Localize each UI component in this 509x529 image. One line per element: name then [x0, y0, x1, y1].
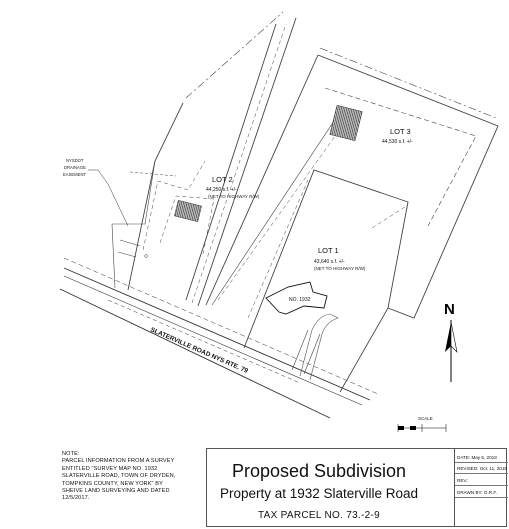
- date-field: DATE: May 5, 2018: [455, 453, 508, 463]
- rev-field: REV.:: [455, 476, 508, 486]
- note-line-4: TOMPKINS COUNTY, NEW YORK" BY: [62, 480, 163, 487]
- note-line-2: ENTITLED "SURVEY MAP NO. 1932: [62, 465, 158, 472]
- lot-2-area: 44,250 s.f. +/-: [206, 187, 237, 193]
- road-lines: [60, 258, 378, 418]
- house-label: NO. 1932: [289, 297, 311, 303]
- easement-label-3: EASEMENT: [63, 172, 87, 177]
- title-meta: [454, 449, 508, 526]
- north-arrow: [444, 301, 457, 382]
- lot-2-name: LOT 2: [212, 175, 233, 184]
- north-label: N: [444, 301, 455, 318]
- note-line-1: PARCEL INFORMATION FROM A SURVEY: [62, 458, 175, 465]
- survey-note: [62, 451, 210, 503]
- scale-bar: [398, 416, 446, 432]
- note-line-3: SLATERVILLE ROAD, TOWN OF DRYDEN,: [62, 473, 176, 480]
- note-line-5: SHEIVE LAND SURVEYING AND DATED: [62, 488, 170, 495]
- lot-1-area: 43,640 s.f. +/-: [314, 259, 345, 265]
- road-label: SLATERVILLE ROAD NYS RTE. 79: [149, 326, 249, 375]
- drainage-marks: [118, 240, 147, 257]
- lot-1-name: LOT 1: [318, 246, 339, 255]
- title-main: [207, 455, 431, 527]
- drawing-title: Proposed Subdivision: [231, 461, 407, 481]
- drawing-subtitle: Property at 1932 Slaterville Road: [219, 486, 419, 501]
- tax-parcel: TAX PARCEL NO. 73.-2-9: [257, 510, 380, 521]
- easement-label-2: DRAINAGE: [64, 165, 86, 170]
- note-line-6: 12/5/2017.: [62, 495, 90, 502]
- note-heading: NOTE:: [62, 451, 80, 457]
- lot-2-note: (NET TO HIGHWAY R/W): [208, 194, 260, 199]
- lot-3-building-area: [330, 105, 362, 140]
- title-block: [206, 448, 507, 527]
- easement-leader: [88, 170, 128, 226]
- lot-3-area: 44,530 s.f. +/-: [382, 139, 413, 145]
- revised-field: REVISED: Oct. 11, 2018: [455, 464, 508, 474]
- scale-label: SCALE: [418, 416, 433, 421]
- lot-3-boundary: [318, 48, 498, 318]
- easement-label-1: NYSDOT: [66, 158, 84, 163]
- lot-1-note: (NET TO HIGHWAY R/W): [314, 266, 366, 271]
- lot-2-building-area: [174, 200, 201, 221]
- lot-2-boundary: [112, 12, 283, 290]
- lot-3-name: LOT 3: [390, 127, 411, 136]
- lot-1-boundary: [244, 170, 408, 392]
- drawn-by-field: DRAWN BY: G.R.F.: [455, 488, 508, 498]
